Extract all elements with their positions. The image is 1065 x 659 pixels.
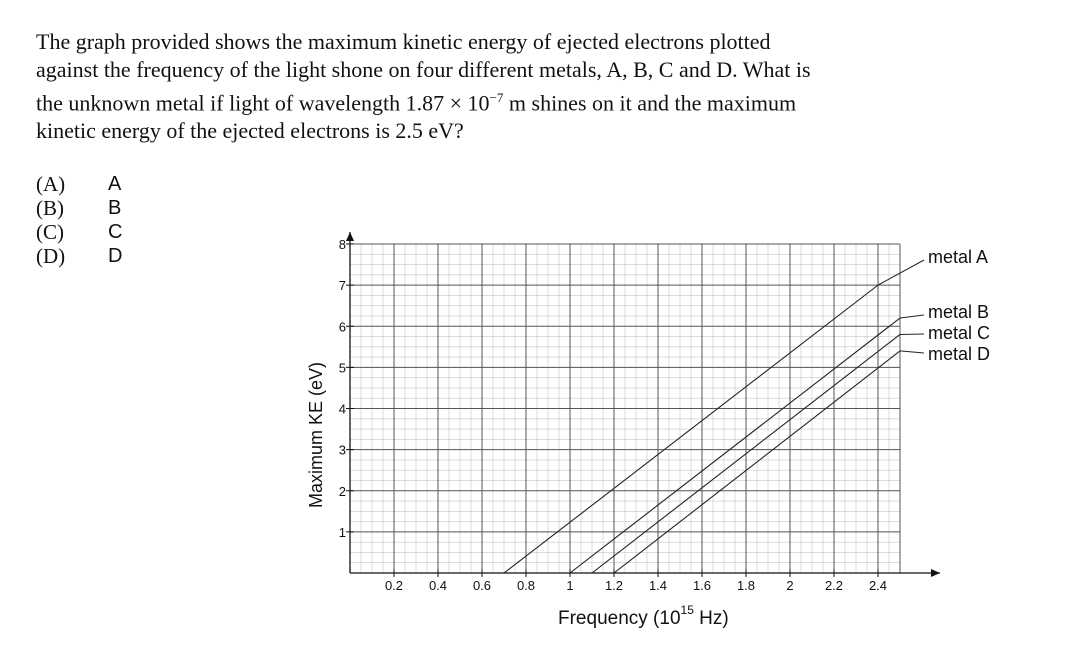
x-tick-label: 0.8 — [516, 578, 536, 593]
option-letter: (A) — [36, 171, 66, 196]
series-label-metal-c: metal C — [928, 323, 991, 343]
y-tick-label: 7 — [338, 278, 346, 294]
series-label-leader — [900, 315, 924, 318]
x-tick-label: 1.4 — [648, 578, 668, 593]
x-tick-label: 2 — [786, 578, 794, 593]
question-line-3b: m shines on it and the maximum — [503, 90, 797, 116]
question-line-4: kinetic energy of the ejected electrons is 2.5 eV? — [36, 118, 464, 144]
x-axis-arrow — [931, 569, 940, 577]
y-tick-label: 6 — [338, 319, 346, 335]
series-label-metal-a: metal A — [928, 247, 989, 267]
y-axis-arrow — [346, 232, 354, 241]
y-tick-label: 1 — [338, 524, 346, 540]
y-tick-label: 4 — [338, 401, 346, 417]
x-tick-label: 2.4 — [868, 578, 888, 593]
option-letter: (D) — [36, 243, 66, 268]
y-tick-label: 5 — [338, 360, 346, 376]
series-label-metal-b: metal B — [928, 302, 990, 322]
y-tick-label: 8 — [338, 237, 346, 252]
option-value: D — [108, 244, 123, 267]
x-axis-label-exponent: 15 — [680, 603, 694, 617]
x-tick-label: 0.4 — [428, 578, 448, 593]
x-tick-label: 2.2 — [824, 578, 844, 593]
x-axis-label-unit: Hz) — [693, 608, 729, 629]
question-line-2: against the frequency of the light shone on four different metals, A, B, C and D. What is — [36, 57, 811, 82]
wavelength-exponent: −7 — [489, 90, 504, 105]
question-line-1: The graph provided shows the maximum kinetic energy of ejected electrons plotted — [36, 29, 771, 54]
x-tick-label: 1 — [566, 578, 574, 593]
x-tick-label: 0.2 — [384, 578, 404, 593]
y-axis-label: Maximum KE (eV) — [306, 361, 326, 508]
y-tick-label: 2 — [338, 483, 346, 499]
x-tick-label: 1.2 — [604, 578, 624, 593]
series-label-leader — [900, 351, 924, 353]
option-letter: (B) — [36, 195, 64, 220]
y-tick-label: 3 — [338, 442, 346, 458]
option-value: C — [108, 220, 123, 243]
question-line-3a: the unknown metal if light of wavelength 1.87 × 10 — [36, 90, 490, 116]
x-tick-label: 0.6 — [472, 578, 492, 593]
axes — [346, 232, 940, 577]
option-value: B — [108, 196, 122, 219]
x-tick-label: 1.6 — [692, 578, 712, 593]
x-axis-label — [558, 603, 729, 629]
series-label-leader — [878, 260, 924, 285]
option-value: A — [108, 172, 122, 195]
x-tick-label: 1.8 — [736, 578, 756, 593]
x-axis-label-main: Frequency (10 — [558, 608, 681, 629]
option-letter: (C) — [36, 219, 64, 244]
series-label-metal-d: metal D — [928, 344, 991, 364]
